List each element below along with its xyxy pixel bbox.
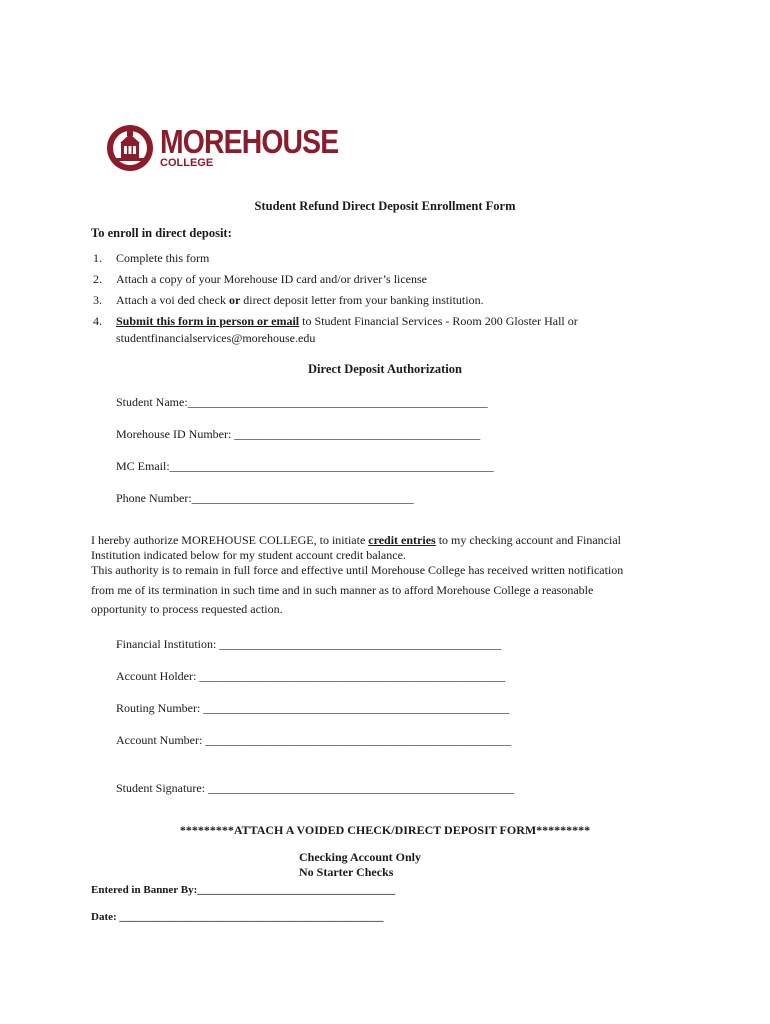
auth-text-post: to my checking account and Financial	[435, 533, 621, 547]
morehouse-id-field[interactable]: Morehouse ID Number: _________________________________________	[116, 427, 481, 441]
student-signature-field[interactable]: Student Signature: ___________________________________________________	[116, 781, 514, 795]
step-item	[91, 314, 691, 354]
mc-email-field[interactable]: MC Email:______________________________________________________	[116, 459, 494, 473]
submit-instruction-link[interactable]: Submit this form in person or email	[116, 314, 300, 328]
no-starter-note: No Starter Checks	[299, 865, 394, 879]
step-text-post: to Student Financial Services - Room 200 Gloster Hall or	[299, 314, 578, 328]
auth-paragraph-line: opportunity to process requested action.	[91, 602, 283, 616]
auth-paragraph-line: This authority is to remain in full force and effective until Morehouse College has received written notification	[91, 563, 624, 577]
step-text-post: direct deposit letter from your banking institution.	[240, 293, 484, 307]
checking-only-note: Checking Account Only	[299, 850, 422, 864]
form-title: Student Refund Direct Deposit Enrollment Form	[254, 199, 516, 213]
account-holder-field[interactable]: Account Holder: ___________________________________________________	[116, 669, 506, 683]
account-number-field[interactable]: Account Number: ___________________________________________________	[116, 733, 512, 747]
step-number: 3.	[93, 293, 102, 307]
date-field[interactable]: Date: ________________________________________________	[91, 911, 384, 923]
step-item	[91, 272, 691, 293]
steps-list	[91, 251, 691, 354]
enroll-heading: To enroll in direct deposit:	[91, 226, 232, 240]
morehouse-seal-icon	[106, 124, 154, 172]
step-text: Complete this form	[116, 251, 210, 265]
attach-notice: *********ATTACH A VOIDED CHECK/DIRECT DEPOSIT FORM*********	[179, 823, 591, 837]
financial-institution-field[interactable]: Financial Institution: _______________________________________________	[116, 637, 502, 651]
auth-paragraph-line: from me of its termination in such time and in such manner as to afford Morehouse College a reasonable	[91, 583, 594, 597]
routing-number-field[interactable]: Routing Number: ___________________________________________________	[116, 701, 510, 715]
step-text	[116, 314, 578, 329]
auth-paragraph-line	[91, 533, 621, 548]
logo-name: MOREHOUSE	[160, 123, 339, 160]
step-item	[91, 251, 691, 272]
step-number: 1.	[93, 251, 102, 265]
logo-subtitle: COLLEGE	[160, 157, 214, 169]
auth-text-pre: I hereby authorize MOREHOUSE COLLEGE, to initiate	[91, 533, 369, 547]
step-text	[116, 293, 484, 308]
step-text-pre: Attach a voi ded check	[116, 293, 229, 307]
sfs-email: studentfinancialservices@morehouse.edu	[116, 331, 316, 345]
step-text-bold: or	[228, 293, 241, 307]
authorization-heading: Direct Deposit Authorization	[308, 362, 462, 376]
student-name-field[interactable]: Student Name:__________________________________________________	[116, 395, 488, 409]
credit-entries-link: credit entries	[368, 533, 436, 547]
step-item	[91, 293, 691, 314]
auth-paragraph-line: Institution indicated below for my student account credit balance.	[91, 548, 406, 562]
morehouse-logo	[106, 123, 339, 174]
step-text: Attach a copy of your Morehouse ID card and/or driver’s license	[116, 272, 428, 286]
step-number: 2.	[93, 272, 102, 286]
phone-number-field[interactable]: Phone Number:_____________________________________	[116, 491, 414, 505]
step-number: 4.	[93, 314, 102, 328]
entered-in-banner-field[interactable]: Entered in Banner By:____________________________________	[91, 884, 396, 896]
